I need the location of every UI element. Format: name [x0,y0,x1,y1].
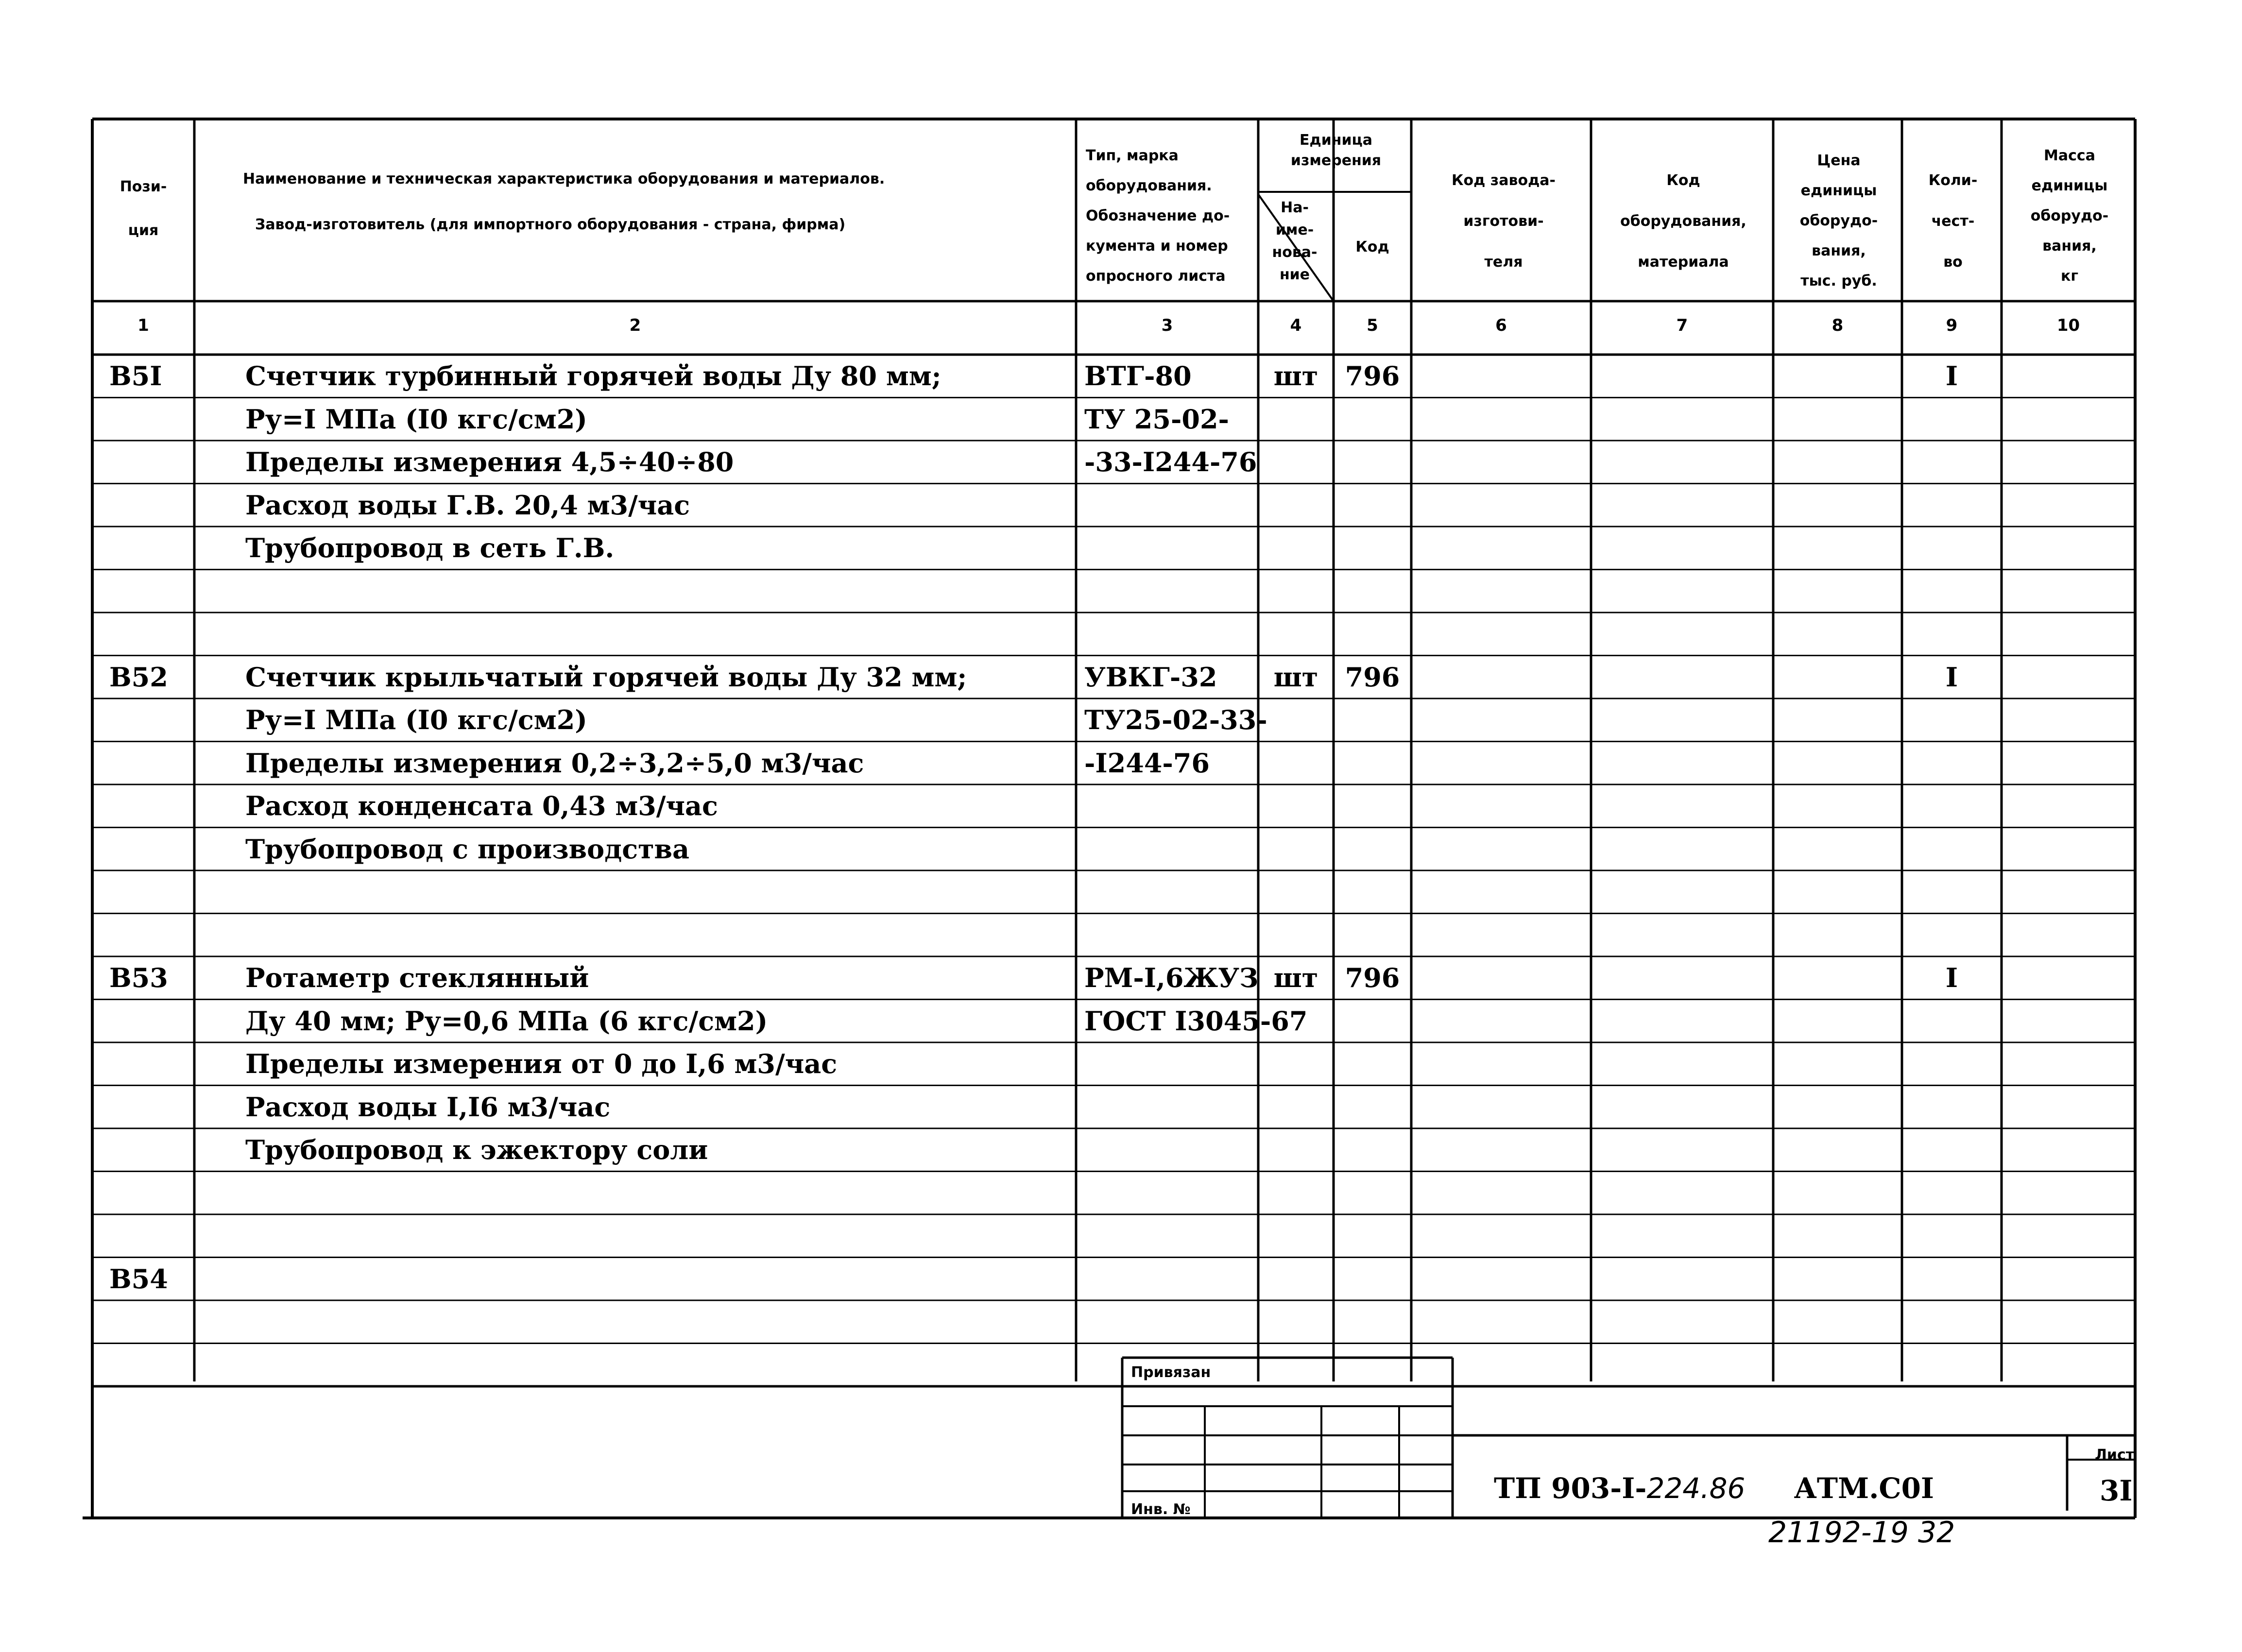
header-col1: Пози- ция [120,178,167,239]
doc-prefix: ТП 903-I- [1494,1472,1647,1505]
row-type: УВКГ-32 [1084,661,1217,693]
row-position: B54 [109,1263,168,1294]
row-quantity: I [1945,661,1958,693]
row-position: B52 [109,661,168,693]
row-unit: шт [1273,360,1318,392]
column-number: 8 [1831,316,1844,335]
row-name: Ру=I МПа (I0 кгс/см2) [245,704,587,735]
row-code: 796 [1345,661,1400,693]
row-unit: шт [1273,661,1318,693]
stamp-linked-label: Привязан [1131,1364,1211,1381]
header-col9: Коли- чест- во [1928,172,1978,271]
header-col6: Код завода- изготови- теля [1452,172,1556,271]
header-units-group: Единица измерения [1290,132,1382,169]
row-name: Ротаметр стеклянный [245,962,589,993]
row-type: -I244-76 [1084,747,1210,779]
row-type: ТУ25-02-33- [1084,704,1267,735]
row-type: ТУ 25-02- [1084,403,1229,435]
row-name: Трубопровод в сеть Г.В. [245,532,615,563]
column-number: 5 [1367,316,1378,335]
row-code: 796 [1345,360,1400,392]
row-quantity: I [1945,360,1958,392]
row-name: Расход конденсата 0,43 м3/час [245,790,718,821]
row-quantity: I [1945,962,1958,993]
header-col2-line1: Наименование и техническая характеристика оборудования и материалов. [243,170,885,187]
row-name: Расход воды I,I6 м3/час [245,1091,611,1123]
row-position: B53 [109,962,168,993]
column-number: 9 [1946,316,1958,335]
row-name: Трубопровод с производства [245,833,690,865]
column-number: 3 [1161,316,1173,335]
row-name: Счетчик турбинный горячей воды Ду 80 мм; [245,360,941,392]
column-number: 2 [629,316,641,335]
column-number: 7 [1676,316,1688,335]
column-number: 4 [1290,316,1302,335]
row-name: Ду 40 мм; Ру=0,6 МПа (6 кгс/см2) [245,1005,768,1037]
header-col4: На- име- нова- ние [1272,199,1318,283]
archive-number: 21192-19 32 [1768,1516,1955,1550]
row-name: Расход воды Г.В. 20,4 м3/час [245,489,690,521]
row-code: 796 [1345,962,1400,993]
header-col7: Код оборудования, материала [1620,172,1746,271]
document-code [1494,1472,1934,1505]
row-name: Ру=I МПа (I0 кгс/см2) [245,403,587,435]
row-name: Пределы измерения 4,5÷40÷80 [245,446,734,477]
row-type: -33-I244-76 [1084,446,1257,477]
stamp-inv-label: Инв. № [1131,1501,1191,1518]
doc-suffix: АТМ.С0I [1794,1472,1934,1505]
header-col10: Масса единицы оборудо- вания, кг [2030,147,2109,285]
row-type: ГОСТ I3045-67 [1084,1005,1308,1037]
row-name: Пределы измерения от 0 до I,6 м3/час [245,1048,838,1079]
column-number: 1 [137,316,149,335]
row-name: Счетчик крыльчатый горячей воды Ду 32 мм; [245,661,967,693]
header-col8: Цена единицы оборудо- вания, тыс. руб. [1799,152,1878,290]
row-unit: шт [1273,962,1318,993]
row-type: РМ-I,6ЖУЗ [1084,962,1259,993]
header-col2-line2: Завод-изготовитель (для импортного оборудования - страна, фирма) [255,216,846,233]
column-number: 6 [1495,316,1507,335]
sheet-number: 3I [2100,1474,2133,1507]
row-name: Пределы измерения 0,2÷3,2÷5,0 м3/час [245,747,864,779]
header-col3: Тип, марка оборудования. Обозначение до- кумента и номер опросного листа [1086,147,1230,285]
row-position: B5I [109,360,162,392]
row-name: Трубопровод к эжектору соли [245,1134,708,1165]
column-number: 10 [2056,316,2080,335]
row-type: ВТГ-80 [1084,360,1192,392]
header-col5: Код [1355,238,1389,255]
doc-handwritten: 224.86 [1646,1472,1746,1505]
sheet-label: Лист [2095,1447,2135,1464]
